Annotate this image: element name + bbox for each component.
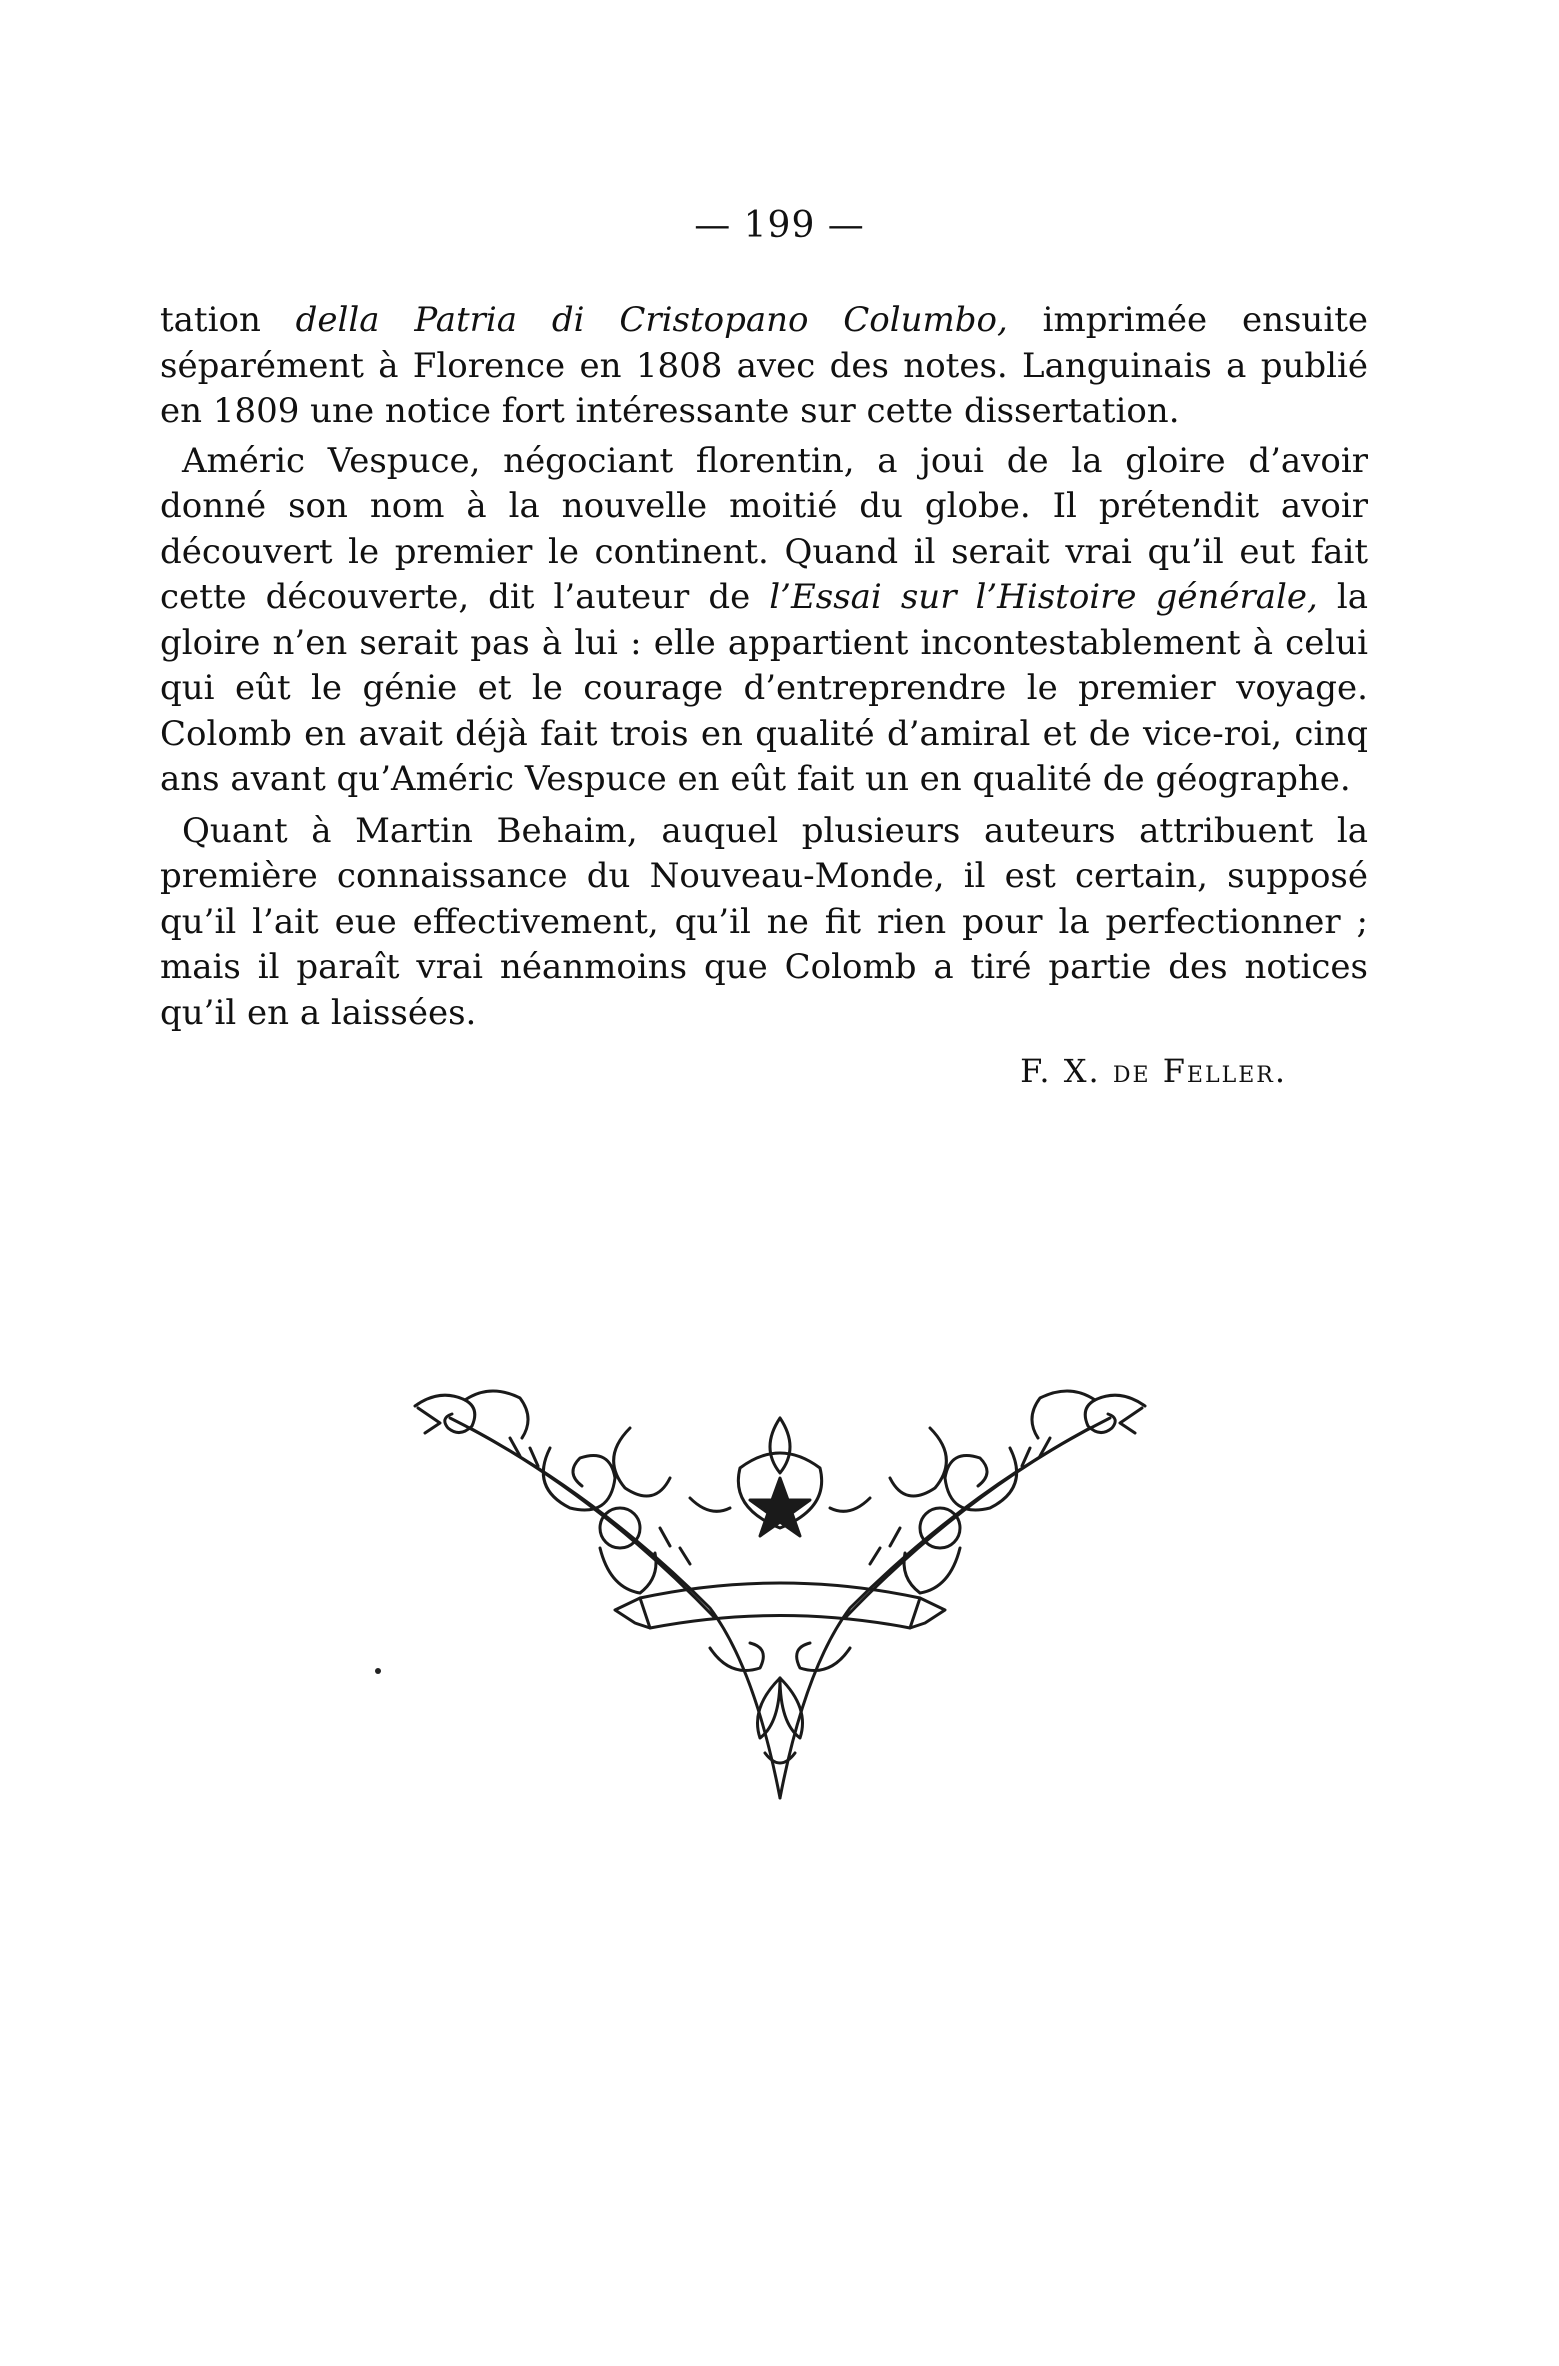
paragraph-2-start: Améric Vespuce, négociant florentin, a joui de la gloire d’avoir donné son nom à la nouvelle moitié du globe. Il prétendit avoir découvert le premier le continent. Quand il serait vrai qu’il eut fait cette découverte, dit l’auteur de — [160, 440, 1368, 617]
decorative-vignette — [410, 1378, 1150, 1818]
author-signature: F. X. de Feller. — [1020, 1052, 1287, 1090]
ink-speck — [375, 1668, 381, 1674]
paragraph-2-space — [956, 577, 975, 617]
paragraph-2 — [160, 439, 1368, 803]
paragraph-1-rest: imprimée ensuite séparément à Florence en 1808 avec des notes. Languinais a publié en 1809 une notice fort intéressante sur cette dissertation. — [160, 300, 1368, 431]
page-number: — 199 — — [694, 205, 865, 246]
italic-histoire: l’Histoire générale, — [975, 577, 1318, 617]
paragraph-3: Quant à Martin Behaim, auquel plusieurs auteurs attribuent la première connaissance du Nouveau-Monde, il est certain, supposé qu’il l’ait eue effectivement, qu’il ne fit rien pour la perfectionner ; mais il paraît vrai néanmoins que Colomb a tiré partie des notices qu’il en a laissées. — [160, 810, 1368, 1033]
paragraph-2-rest: la gloire n’en serait pas à lui : elle appartient incontestablement à celui qui eût le génie et le courage d’entreprendre le premier voyage. Colomb en avait déjà fait trois en qualité d’amiral et de vice-roi, cinq ans avant qu’Améric Vespuce en eût fait un en qualité de géographe. — [160, 577, 1368, 799]
paragraph-1-start: tation — [160, 300, 296, 340]
italic-title: della Patria di Cristopano Columbo, — [295, 300, 1008, 340]
italic-essai: l’Essai sur — [769, 577, 957, 617]
body-text — [160, 298, 1368, 1036]
paragraph-1 — [160, 298, 1368, 435]
